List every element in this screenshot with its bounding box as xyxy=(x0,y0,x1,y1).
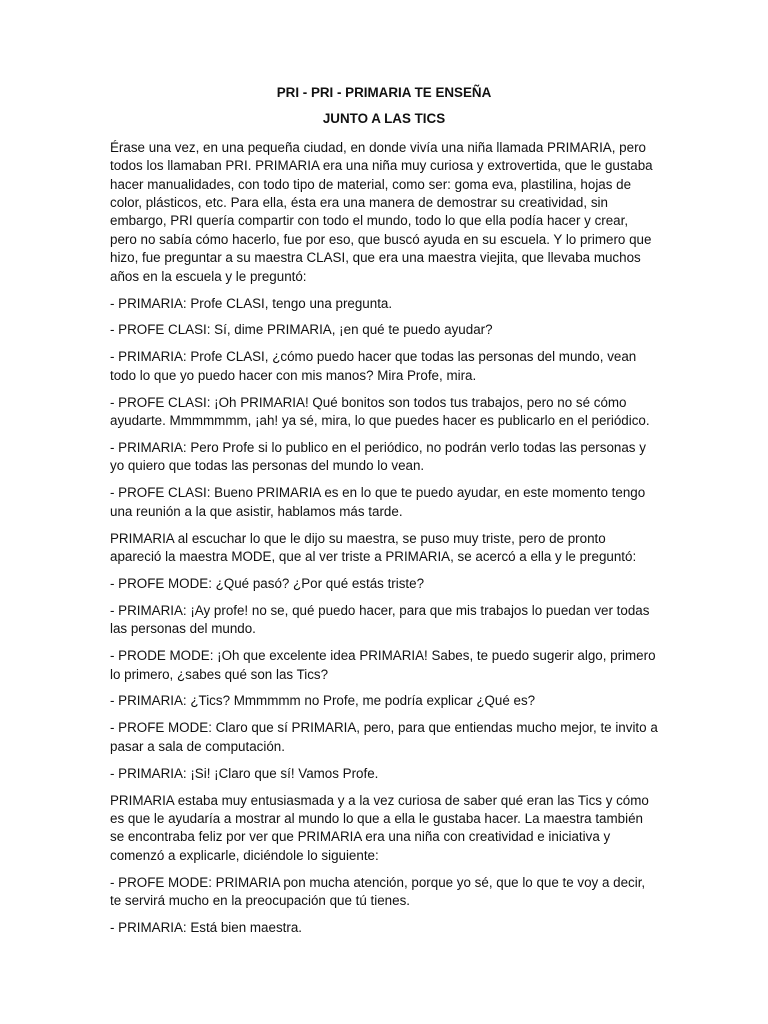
dialogue-line: - PRODE MODE: ¡Oh que excelente idea PRIMARIA! Sabes, te puedo sugerir algo, primero lo primero, ¿sabes qué son las Tics? xyxy=(110,648,656,682)
narrative-paragraph: PRIMARIA al escuchar lo que le dijo su maestra, se puso muy triste, pero de pronto apareció la maestra MODE, que al ver triste a PRIMARIA, se acercó a ella y le preguntó: xyxy=(110,530,637,565)
dialogue-line: - PRIMARIA: Está bien maestra. xyxy=(110,920,302,936)
dialogue-line: - PRIMARIA: ¡Ay profe! no se, qué puedo hacer, para que mis trabajos lo puedan ver todas las personas del mundo. xyxy=(110,602,650,637)
dialogue-line: - PRIMARIA: ¿Tics? Mmmmmm no Profe, me podría explicar ¿Qué es? xyxy=(110,693,536,709)
document-subtitle: JUNTO A LAS TICS xyxy=(322,111,446,127)
paragraph-intro: Érase una vez, en una pequeña ciudad, en donde vivía una niña llamada PRIMARIA, pero todos los llamaban PRI. PRIMARIA era una niña muy curiosa y extrovertida, que le gustaba hacer manualidades, con todo tipo de material, como ser: goma eva, plastilina, hojas de color, plásticos, etc. Para ella, ésta era una manera de demostrar su creatividad, sin embargo, PRI quería compartir con todo el mundo, todo lo que ella podía hacer y crear, pero no sabía cómo hacerlo, fue por eso, que buscó ayuda en su escuela. Y lo primero que hizo, fue preguntar a su maestra CLASI, que era una maestra viejita, que llevaba muchos años en la escuela y le preguntó: xyxy=(110,139,653,284)
dialogue-line: - PRIMARIA: Pero Profe si lo publico en el periódico, no podrán verlo todas las personas y yo quiero que todas las personas del mundo lo vean. xyxy=(110,440,646,474)
dialogue-line: - PROFE MODE: ¿Qué pasó? ¿Por qué estás triste? xyxy=(110,575,425,591)
dialogue-line: - PRIMARIA: Profe CLASI, tengo una pregunta. xyxy=(110,295,393,311)
narrative-paragraph: PRIMARIA estaba muy entusiasmada y a la vez curiosa de saber qué eran las Tics y cómo es que le ayudaría a mostrar al mundo lo que a ella le gustaba hacer. La maestra también se encontraba feliz por ver que PRIMARIA era una niña con creatividad e iniciativa y comenzó a explicarle, diciéndole lo siguiente: xyxy=(110,792,649,863)
dialogue-line: - PROFE CLASI: ¡Oh PRIMARIA! Qué bonitos son todos tus trabajos, pero no sé cómo ayudarte. Mmmmmmm, ¡ah! ya sé, mira, lo que puedes hacer es publicarlo en el periódico. xyxy=(110,394,650,429)
dialogue-line: - PROFE MODE: PRIMARIA pon mucha atención, porque yo sé, que lo que te voy a decir, te servirá mucho en la preocupación que tú tienes. xyxy=(110,874,646,909)
document-title: PRI - PRI - PRIMARIA TE ENSEÑA xyxy=(276,85,492,100)
dialogue-line: - PROFE MODE: Claro que sí PRIMARIA, pero, para que entiendas mucho mejor, te invito a pasar a sala de computación. xyxy=(110,720,658,754)
dialogue-line: - PRIMARIA: Profe CLASI, ¿cómo puedo hacer que todas las personas del mundo, vean todo lo que yo puedo hacer con mis manos? Mira Profe, mira. xyxy=(110,349,637,383)
dialogue-line: - PRIMARIA: ¡Si! ¡Claro que sí! Vamos Profe. xyxy=(110,765,379,781)
document-body xyxy=(110,84,658,946)
dialogue-line: - PROFE CLASI: Sí, dime PRIMARIA, ¡en qué te puedo ayudar? xyxy=(110,322,493,338)
dialogue-line: - PROFE CLASI: Bueno PRIMARIA es en lo que te puedo ayudar, en este momento tengo una reunión a la que asistir, hablamos más tarde. xyxy=(110,485,646,519)
